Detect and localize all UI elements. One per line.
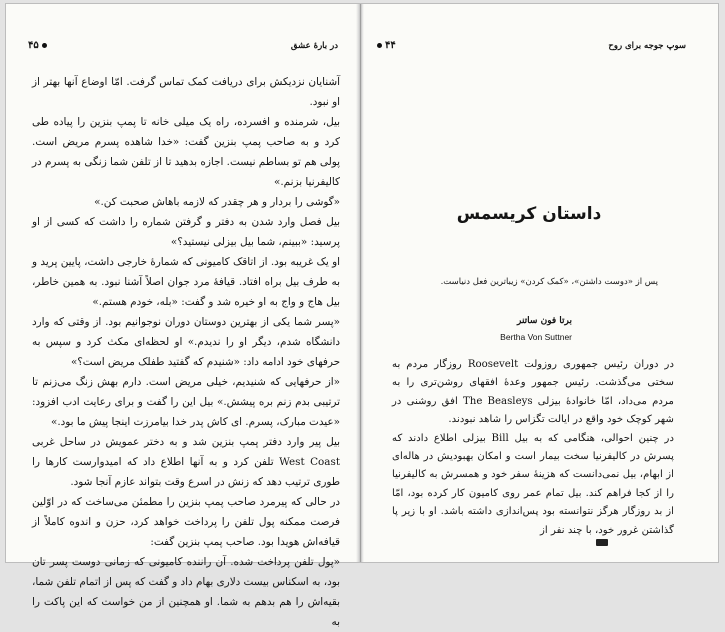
left-page-header [28,40,338,56]
bullet-icon [377,43,382,48]
paragraph: او یک غریبه بود. از اتاقک کامیونی که شمارۀ خارجی داشت، پایین پرید و به طرف بیل براه افتاد. قیافۀ مرد جوان اصلاً آشنا نبود. به همین خاطر، بیل هاج و واج به او خیره شد و گفت: «بله، خودم هستم.» [32,256,340,308]
paragraph: آشنایان نزدیکش برای دریافت کمک تماس گرفت. امّا اوضاع آنها بهتر از او نبود. [32,76,340,108]
epigraph-author-persian: برتا فون ساتنر [516,316,572,326]
book-gutter [356,4,364,562]
running-title: در بارۀ عشق [290,41,338,51]
epigraph-quote: پس از «دوست داشتن»، «کمک کردن» زیباترین فعل دنیاست. [440,277,658,287]
paragraph: «پسر شما یکی از بهترین دوستان دوران نوجوانیم بود. از وقتی که وارد دانشگاه شدم، دیگر او را ندیدم.» او لحظه‌ای مکث کرد و سپس به حرفهای خود ادامه داد: «شنیدم که گفتید طفلک مریض است؟» [32,316,340,368]
paragraph: در چنین احوالی، هنگامی که به بیل Bill بیزلی اطلاع دادند که پسرش در کالیفرنیا سخت بیمار است و امکان بهبودیش در هاله‌ای از ابهام، بیل نمی‌دانست که هزینۀ سفر خود و همسرش به کالیفرنیا را از کجا فراهم کند. بیل تمام عمر روی کامیون کار کرده بود، امّا از بد روزگار هرگز نتوانسته بود پس‌اندازی داشته باشد. او با زیر پا گذاشتن غرور خود، با چند نفر از [392,432,674,536]
paragraph: «گوشی را بردار و هر چقدر که لازمه باهاش صحبت کن.» [94,196,340,208]
running-title: سوپ جوجه برای روح [608,41,686,51]
left-page-body [32,72,340,632]
right-page [364,4,718,562]
left-page [6,4,356,628]
page-number: ۴۵ [28,40,50,51]
paragraph: «پول تلفن پرداخت شده. آن راننده کامیونی که زمانی دوست پسر تان بود، به اسکناس بیست دلاری بهام داد و گفت که پس از اتمام تلفن شما، بقیه‌اش را هم بدهم به شما. او همچنین از من خواست که این پاکت را به [32,556,340,628]
paragraph: بیل فصل وارد شدن به دفتر و گرفتن شماره را داشت که کسی از او پرسید: «ببینم، شما بیل بیزلی نیستید؟» [32,216,340,248]
paragraph: «از حرفهایی که شنیدیم، خیلی مریض است. دارم بهش زنگ می‌زنم تا ترتیبی بدم زنم بره پیشش.» بیل این را گفت و برای رعایت ادب افزود: «عیدت مبارک، پسرم. ای کاش پدر خدا بیامرزت اینجا پیش ما بود.» [32,376,340,428]
paragraph: در حالی که پیرمرد صاحب پمپ بنزین را مطمئن می‌ساخت که در اوّلین فرصت ممکنه پول تلفن را پرداخت خواهد کرد، حزن و اندوه کاملاً از قیافه‌اش هویدا بود. صاحب پمپ بنزین گفت: [32,496,340,548]
right-page-body [392,356,674,540]
bullet-icon [42,43,47,48]
story-title: داستان کریسمس [456,204,602,224]
right-page-header [374,40,686,56]
paragraph: بیل، شرمنده و افسرده، راه یک میلی خانه تا پمپ بنزین را پیاده طی کرد و به صاحب پمپ بنزین گفت: «خدا شاهده پسرم مریض است. پولی هم تو بساطم نیست. اجازه بدهید تا از تلفن شما زنگی به پسرم در کالیفرنیا بزنم.» [32,116,340,188]
paragraph: در دوران رئیس جمهوری روزولت Roosevelt روزگار مردم به سختی می‌گذشت. رئیس جمهور وعدۀ افقهای روشن‌تری را به مردم می‌داد، امّا خانوادۀ بیزلی The Beasleys افق روشنی در شهر کوچک خود واقع در ایالت تگزاس را شاهد نبودند. [392,359,675,426]
paragraph: بیل پیر وارد دفتر پمپ بنزین شد و به دختر عمویش در ساحل غربی West Coast تلفن کرد و به آنها اطلاع داد که امیدوارست کارها را طوری ترتیب دهد که زنش در اسرع وقت بتواند عازم آنجا شود. [32,436,341,488]
page-number: ۴۴ [374,40,396,51]
scan-mark [596,539,608,546]
epigraph-author-latin: Bertha Von Suttner [500,332,572,342]
